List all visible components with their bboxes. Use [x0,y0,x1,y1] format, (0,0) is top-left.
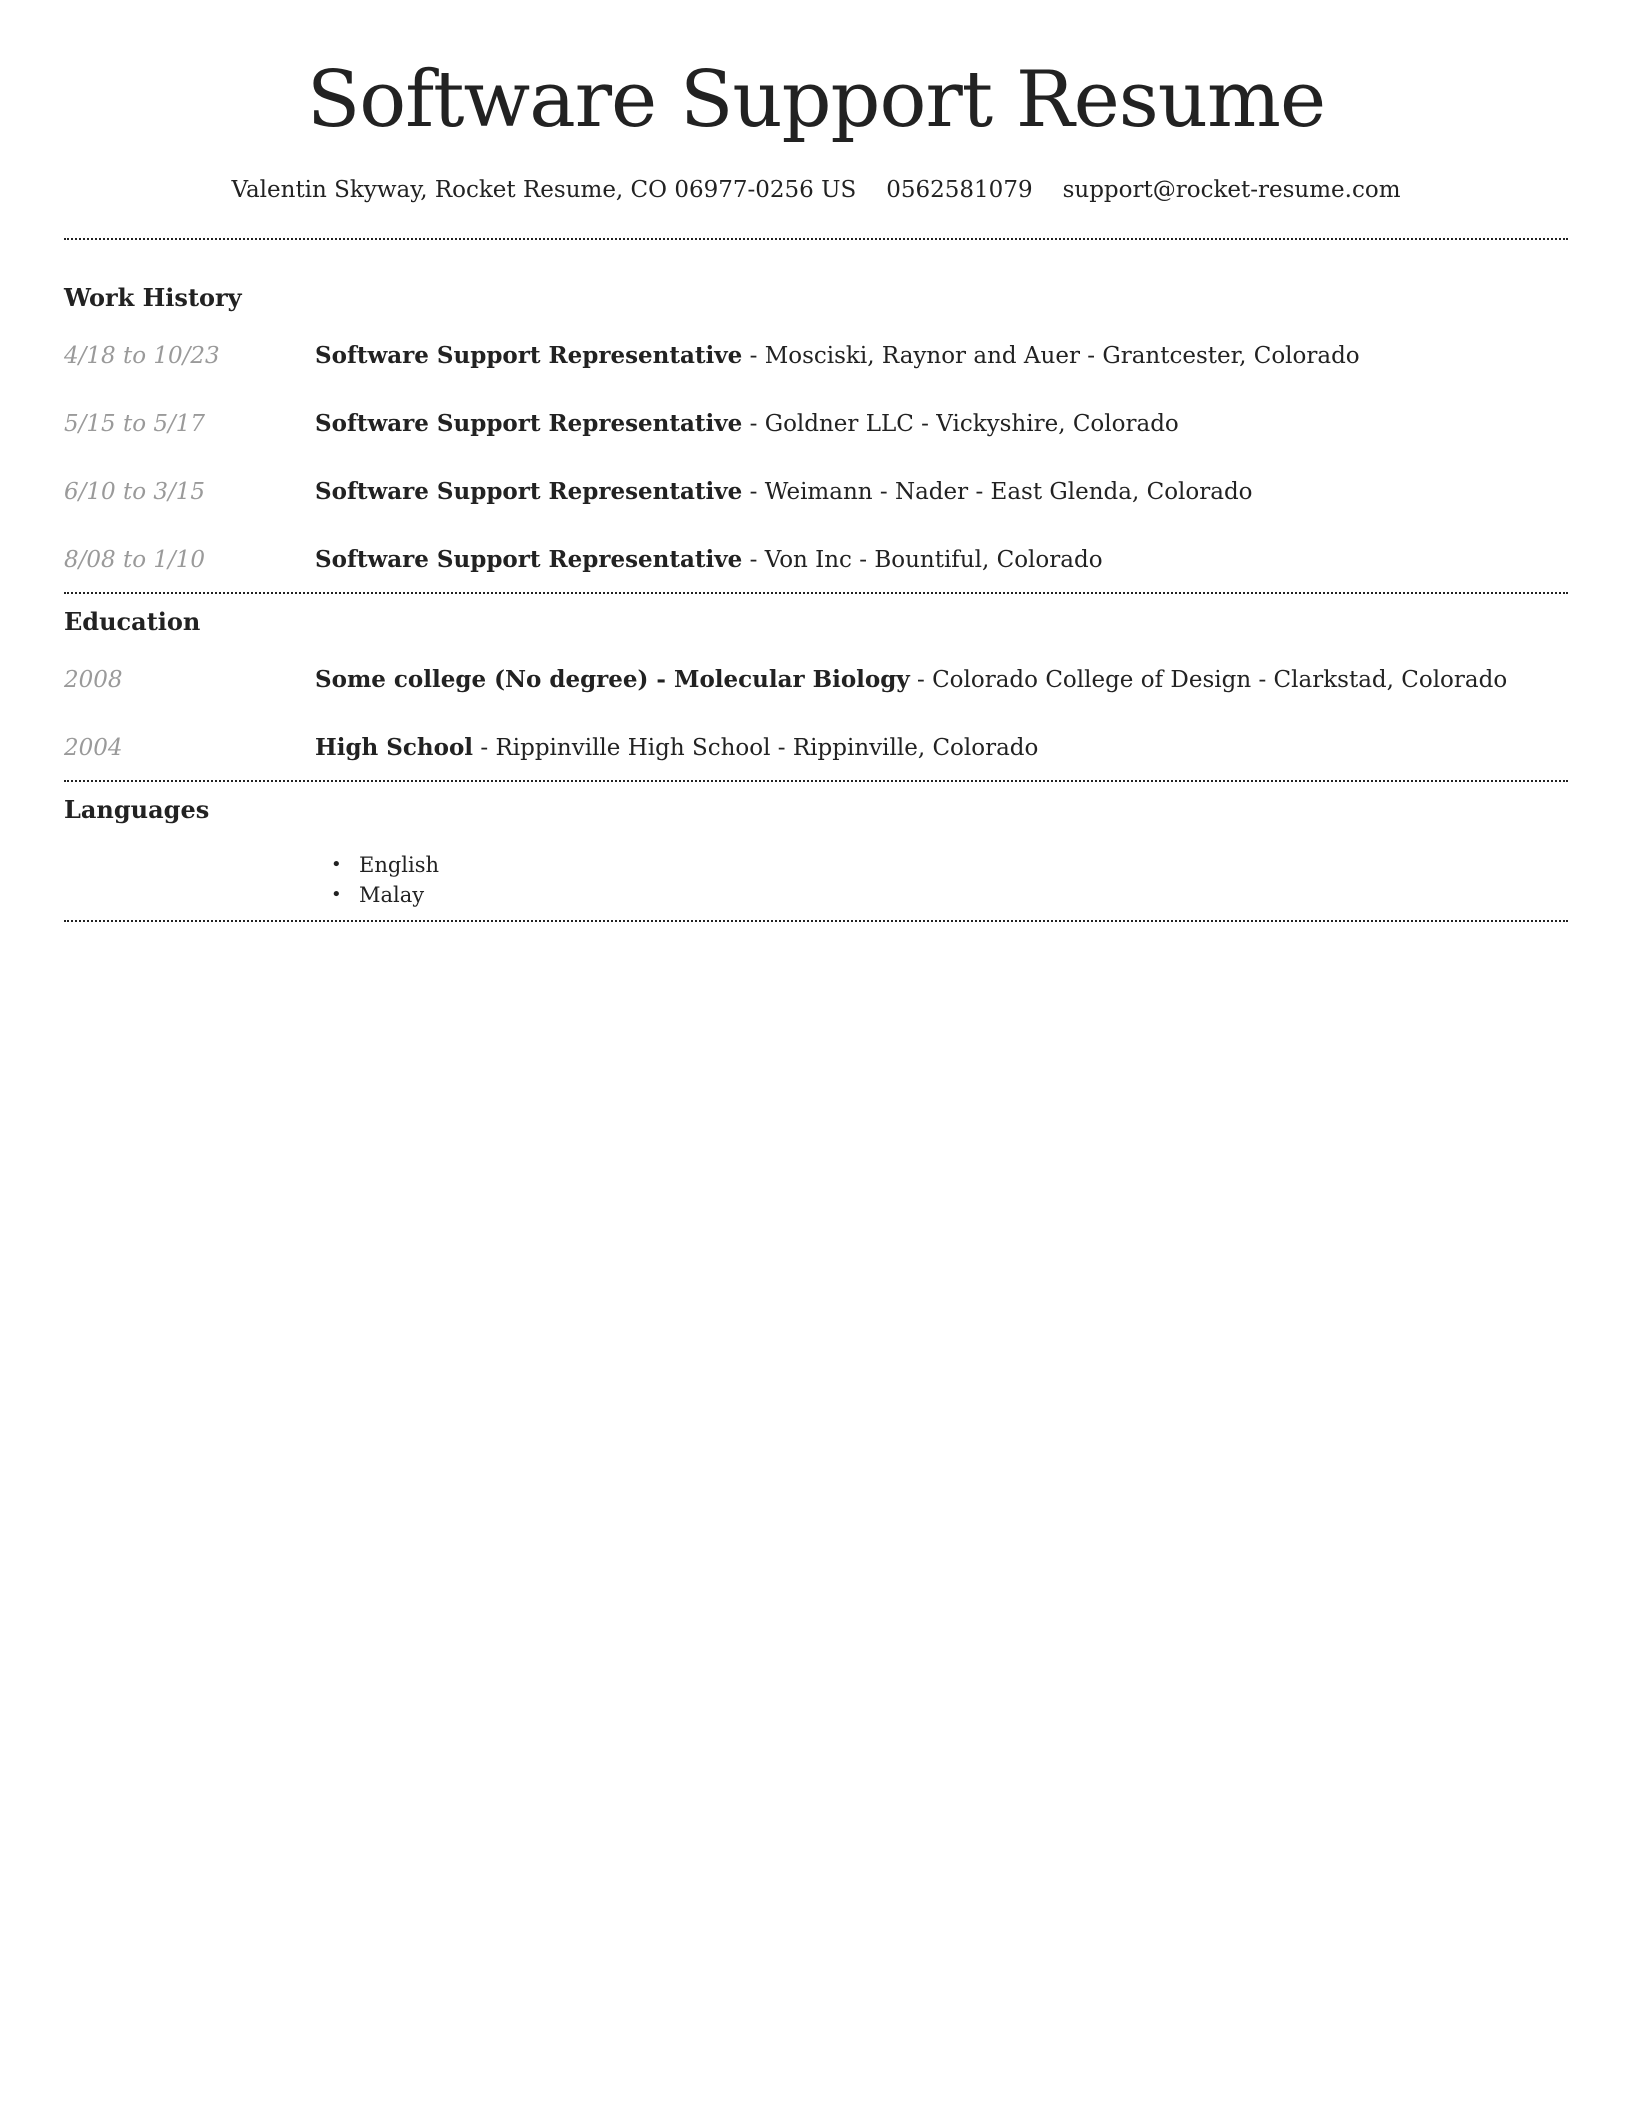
education-entry-description [315,730,1568,766]
education-entry-details: - Colorado College of Design - Clarkstad, Colorado [909,667,1508,693]
work-entry-title: Software Support Representative [315,546,743,573]
language-name: Malay [359,883,425,907]
contact-address: Valentin Skyway, Rocket Resume, CO 06977-0256 US [231,177,857,203]
work-entry-title: Software Support Representative [315,410,743,437]
language-item [315,850,1568,880]
work-entry-details: - Von Inc - Bountiful, Colorado [742,547,1103,573]
work-history-section [64,280,1568,578]
education-entry [64,662,1568,698]
work-entry-description [315,542,1568,578]
work-entry-details: - Weimann - Nader - East Glenda, Colorado [742,479,1253,505]
bullet-icon: • [331,884,342,905]
work-entry [64,338,1568,374]
section-divider [64,780,1568,782]
education-entry-year: 2008 [64,667,123,693]
education-entry-year: 2004 [64,735,123,761]
education-entry-details: - Rippinville High School - Rippinville, Colorado [473,735,1039,761]
section-heading-work-history: Work History [64,283,242,312]
work-entry-dates: 5/15 to 5/17 [64,411,206,437]
section-heading-education: Education [64,607,201,636]
language-item [315,880,1568,910]
section-heading-languages: Languages [64,795,210,824]
work-entry-description [315,474,1568,510]
work-entry-description [315,338,1568,374]
education-entry-degree: Some college (No degree) - Molecular Biology [315,666,910,693]
languages-list [315,850,1568,910]
contact-phone: 0562581079 [886,177,1033,203]
language-name: English [359,853,440,877]
education-entry [64,730,1568,766]
education-entry-description [315,662,1568,698]
resume-page [64,0,1568,922]
education-entry-degree: High School [315,734,474,761]
section-divider [64,238,1568,240]
languages-section [64,792,1568,910]
work-entry-title: Software Support Representative [315,478,743,505]
resume-title: Software Support Resume [306,55,1326,145]
work-entry-title: Software Support Representative [315,342,743,369]
work-entry-description [315,406,1568,442]
work-entry [64,474,1568,510]
work-entry-details: - Mosciski, Raynor and Auer - Grantcester, Colorado [742,343,1360,369]
education-section [64,604,1568,766]
work-entry [64,542,1568,578]
section-divider [64,592,1568,594]
bullet-icon: • [331,854,342,875]
work-entry-dates: 6/10 to 3/15 [64,479,206,505]
work-entry-details: - Goldner LLC - Vickyshire, Colorado [742,411,1179,437]
work-entry [64,406,1568,442]
contact-line [64,172,1568,208]
section-divider [64,920,1568,922]
work-entry-dates: 8/08 to 1/10 [64,547,206,573]
contact-email: support@rocket-resume.com [1062,177,1401,203]
work-entry-dates: 4/18 to 10/23 [64,343,220,369]
